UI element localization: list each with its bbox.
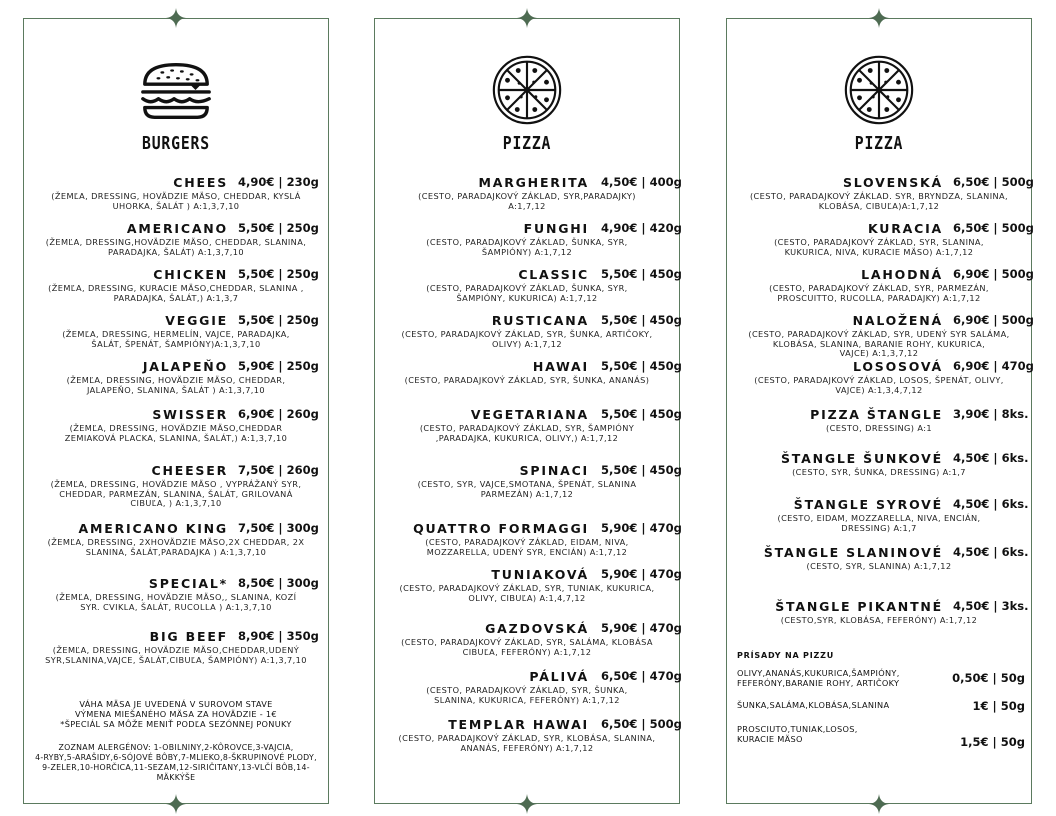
- menu-item-header: [731, 313, 1034, 329]
- item-description: (ŽEMĽA, DRESSING, HOVÄDZIE MÄSO,CHEDDAR ZEMIAKOVÁ PLACKA, SLANINA, ŠALÁT,) A:1,3,7,10: [64, 423, 288, 443]
- menu-item: [379, 463, 682, 499]
- menu-item-header: [379, 669, 682, 685]
- menu-item: [379, 717, 682, 753]
- item-name: AMERICANO KING: [78, 521, 228, 536]
- item-price: 5,50€ | 450g: [601, 313, 682, 327]
- menu-item: [379, 567, 682, 603]
- meat-weight-note: VÁHA MÄSA JE UVEDENÁ V SUROVOM STAVE VÝMENA MIEŠANÉHO MÄSA ZA HOVÄDZIE - 1€ *ŠPECIÁL SA MÔŽE MENIŤ PODĽA SEZÓNNEJ PONUKY: [60, 699, 292, 729]
- menu-item: [731, 497, 1027, 533]
- item-name: PÁLIVÁ: [529, 669, 589, 684]
- item-name: LAHODNÁ: [861, 267, 943, 282]
- allergen-list: ZOZNAM ALERGÉNOV: 1-OBILNINY,2-KÔROVCE,3-VAJCIA, 4-RYBY,5-ARAŠIDY,6-SÓJOVÉ BÔBY,7-MLIEKO,8-ŠKRUPINOVÉ PLODY, 9-ZELER,10-HORČICA,11-SEZAM,12-SIRIČITANY,13-VLČÍ BÔB,14-MÄKKÝŠE: [35, 743, 317, 782]
- menu-item: [379, 313, 682, 349]
- item-price: 5,50€ | 250g: [238, 221, 319, 235]
- item-name: BIG BEEF: [149, 629, 228, 644]
- item-price: 6,50€ | 470g: [601, 669, 682, 683]
- item-description: (ŽEMĽA, DRESSING, 2XHOVÄDZIE MÄSO,2X CHEDDAR, 2X SLANINA, ŠALÁT,PARADAJKA ) A:1,3,7,10: [47, 537, 305, 557]
- item-price: 7,50€ | 260g: [238, 463, 319, 477]
- menu-item-header: [731, 221, 1034, 237]
- item-name: ŠTANGLE SYROVÉ: [793, 497, 943, 512]
- item-price: 5,50€ | 250g: [238, 267, 319, 281]
- item-description: (CESTO, PARADAJKOVÝ ZÁKLAD, SYR, ŠUNKA, ARTIČOKY, OLIVY) A:1,7,12: [401, 329, 653, 349]
- menu-item: [28, 629, 324, 665]
- menu-item-header: [28, 407, 324, 423]
- item-name: KURACIA: [867, 221, 943, 236]
- item-description: (CESTO, PARADAJKOVÝ ZÁKLAD, ŠUNKA, SYR, ŠAMPIÓNY, KUKURICA) A:1,7,12: [426, 283, 628, 303]
- item-description: (ŽEMĽA, DRESSING, HOVÄDZIE MÄSO,CHEDDAR,UDENÝ SYR,SLANINA,VAJCE, ŠALÁT,CIBUĽA, ŠAMPIÓNY) A:1,3,7,10: [45, 645, 307, 665]
- menu-item-header: [731, 599, 1027, 615]
- item-price: 4,50€ | 400g: [601, 175, 682, 189]
- pizza-icon: [488, 51, 566, 129]
- item-price: 5,50€ | 450g: [601, 359, 682, 373]
- item-name: ŠTANGLE PIKANTNÉ: [775, 599, 943, 614]
- menu-item-header: [28, 576, 324, 592]
- menu-item-header: [28, 267, 324, 283]
- item-name: ŠTANGLE SLANINOVÉ: [763, 545, 943, 560]
- item-price: 4,50€ | 6ks.: [953, 497, 1029, 511]
- extra-price: 0,50€ | 50g: [952, 671, 1025, 685]
- extra-text: PROSCIUTO,TUNIAK,LOSOS, KURACIE MÄSO: [737, 724, 858, 744]
- extra-text: OLIVY,ANANÁS,KUKURICA,ŠAMPIÓNY, FEFERÓNY,BARANIE ROHY, ARTIČOKY: [737, 668, 900, 688]
- menu-item: [28, 267, 324, 303]
- item-name: CHEES: [173, 175, 228, 190]
- item-name: SPECIAL*: [148, 576, 228, 591]
- diamond-ornament-icon: [166, 794, 186, 814]
- item-price: 4,50€ | 6ks.: [953, 451, 1029, 465]
- item-name: CHEESER: [151, 463, 228, 478]
- item-price: 5,90€ | 470g: [601, 521, 682, 535]
- item-name: SLOVENSKÁ: [842, 175, 943, 190]
- item-price: 5,50€ | 450g: [601, 463, 682, 477]
- item-description: (CESTO, SYR, SLANINA) A:1,7,12: [806, 561, 952, 571]
- item-price: 4,50€ | 6ks.: [953, 545, 1029, 559]
- menu-item: [731, 407, 1027, 434]
- item-description: (CESTO, PARADAJKOVÝ ZÁKLAD, SYR, KLOBÁSA, SLANINA, ANANÁS, FEFERÓNY) A:1,7,12: [398, 733, 656, 753]
- item-name: NALOŽENÁ: [852, 313, 943, 328]
- menu-item: [731, 313, 1034, 359]
- diamond-ornament-icon: [517, 8, 537, 28]
- extra-price: 1€ | 50g: [972, 699, 1025, 713]
- pizza-icon: [840, 51, 918, 129]
- item-description: (CESTO, SYR, ŠUNKA, DRESSING) A:1,7: [792, 467, 966, 477]
- item-description: (CESTO, PARADAJKOVÝ ZÁKLAD, SYR, UDENÝ SYR SALÁMA, KLOBÁSA, SLANINA, BARANIE ROHY, KUKURICA, VAJCE) A:1,3,7,12: [748, 329, 1010, 358]
- menu-item: [731, 545, 1027, 572]
- extras-title: PRÍSADY NA PIZZU: [737, 651, 834, 660]
- item-price: 5,50€ | 450g: [601, 407, 682, 421]
- menu-item-header: [379, 221, 682, 237]
- item-description: (CESTO, EIDAM, MOZZARELLA, NIVA, ENCIÁN, DRESSING) A:1,7: [777, 513, 981, 533]
- pizza-panel-1: [374, 18, 680, 804]
- menu-item-header: [379, 359, 682, 375]
- burgers-panel: [23, 18, 329, 804]
- item-description: (CESTO,SYR, KLOBÁSA, FEFERÓNY) A:1,7,12: [780, 615, 978, 625]
- item-price: 6,90€ | 500g: [953, 267, 1034, 281]
- item-description: (CESTO, SYR, VAJCE,SMOTANA, ŠPENÁT, SLANINA PARMEZÁN) A:1,7,12: [417, 479, 637, 499]
- item-price: 6,50€ | 500g: [601, 717, 682, 731]
- item-description: (CESTO, PARADAJKOVÝ ZÁKLAD, ŠUNKA, SYR, ŠAMPIÓNY) A:1,7,12: [426, 237, 628, 257]
- item-price: 5,90€ | 250g: [238, 359, 319, 373]
- item-price: 6,90€ | 500g: [953, 313, 1034, 327]
- item-description: (CESTO, PARADAJKOVÝ ZÁKLAD, SYR, ŠUNKA, SLANINA, KUKURICA, FEFERÓNY) A:1,7,12: [426, 685, 628, 705]
- item-name: AMERICANO: [126, 221, 228, 236]
- item-name: RUSTICANA: [491, 313, 589, 328]
- menu-item-header: [379, 521, 682, 537]
- item-name: JALAPEŇO: [142, 359, 228, 374]
- menu-item-header: [379, 407, 682, 423]
- item-description: (CESTO, PARADAJKOVÝ ZÁKLAD, SYR, PARMEZÁN, PROSCUITTO, RUCOLLA, PARADAJKY) A:1,7,12: [769, 283, 989, 303]
- item-name: FUNGHI: [523, 221, 589, 236]
- menu-item-header: [731, 359, 1034, 375]
- burger-icon: [137, 51, 215, 129]
- menu-item: [731, 599, 1027, 626]
- item-description: (ŽEMĽA, DRESSING, HOVÄDZIE MÄSO, CHEDDAR, KYSLÁ UHORKA, ŠALÁT ) A:1,3,7,10: [51, 191, 301, 211]
- menu-item-header: [28, 359, 324, 375]
- item-price: 8,50€ | 300g: [238, 576, 319, 590]
- item-description: (CESTO, PARADAJKOVÝ ZÁKLAD, SYR, SLANINA, KUKURICA, NIVA, KURACIE MÄSO) A:1,7,12: [774, 237, 984, 257]
- item-price: 5,90€ | 470g: [601, 621, 682, 635]
- menu-item-header: [379, 313, 682, 329]
- menu-item-header: [28, 629, 324, 645]
- menu-item-header: [731, 497, 1027, 513]
- item-name: CHICKEN: [153, 267, 228, 282]
- item-price: 7,50€ | 300g: [238, 521, 319, 535]
- menu-item-header: [731, 451, 1027, 467]
- item-price: 5,50€ | 250g: [238, 313, 319, 327]
- menu-item: [28, 463, 324, 509]
- menu-item: [28, 359, 324, 395]
- item-price: 6,90€ | 470g: [953, 359, 1034, 373]
- menu-item: [28, 175, 324, 211]
- menu-item: [731, 267, 1034, 303]
- item-price: 8,90€ | 350g: [238, 629, 319, 643]
- item-description: (ŽEMĽA, DRESSING, HERMELÍN, VAJCE, PARADAJKA, ŠALÁT, ŠPENÁT, ŠAMPIÓNY)A:1,3,7,10: [62, 329, 290, 349]
- section-title: BURGERS: [142, 133, 210, 154]
- item-name: VEGETARIANA: [470, 407, 589, 422]
- menu-item: [379, 267, 682, 303]
- menu-item: [379, 621, 682, 657]
- menu-item-header: [731, 267, 1034, 283]
- section-title: PIZZA: [502, 133, 552, 154]
- item-price: 4,90€ | 420g: [601, 221, 682, 235]
- item-description: (CESTO, DRESSING) A:1: [826, 423, 932, 433]
- menu-item: [28, 407, 324, 443]
- item-name: TEMPLAR HAWAI: [448, 717, 589, 732]
- menu-item: [379, 669, 682, 705]
- diamond-ornament-icon: [869, 8, 889, 28]
- menu-item: [379, 359, 682, 386]
- menu-item-header: [379, 267, 682, 283]
- item-price: 6,50€ | 500g: [953, 221, 1034, 235]
- item-price: 4,90€ | 230g: [238, 175, 319, 189]
- item-description: (CESTO, PARADAJKOVÝ ZÁKLAD, SYR,PARADAJKY) A:1,7,12: [418, 191, 636, 211]
- item-name: TUNIAKOVÁ: [491, 567, 589, 582]
- menu-item: [731, 451, 1027, 478]
- item-name: QUATTRO FORMAGGI: [413, 521, 589, 536]
- item-price: 5,90€ | 470g: [601, 567, 682, 581]
- item-price: 6,50€ | 500g: [953, 175, 1034, 189]
- menu-item: [379, 221, 682, 257]
- item-price: 5,50€ | 450g: [601, 267, 682, 281]
- menu-item: [28, 221, 324, 257]
- item-description: (CESTO, PARADAJKOVÝ ZÁKLAD, SYR, SALÁMA, KLOBÁSA CIBUĽA, FEFERÓNY) A:1,7,12: [401, 637, 653, 657]
- menu-item-header: [28, 463, 324, 479]
- item-description: (CESTO, PARADAJKOVÝ ZÁKLAD, SYR, ŠUNKA, ANANÁS): [404, 375, 650, 385]
- item-name: VEGGIE: [165, 313, 228, 328]
- menu-item-header: [28, 175, 324, 191]
- item-name: PIZZA ŠTANGLE: [810, 407, 943, 422]
- menu-item-header: [731, 175, 1034, 191]
- menu-item: [28, 313, 324, 349]
- item-description: (ŽEMĽA, DRESSING, HOVÄDZIE MÄSO , VYPRÁŽANÝ SYR, CHEDDAR, PARMEZÁN, SLANINA, ŠALÁT, GRILOVANÁ CIBUĽA, ) A:1,3,7,10: [50, 479, 302, 508]
- diamond-ornament-icon: [517, 794, 537, 814]
- extra-price: 1,5€ | 50g: [960, 735, 1025, 749]
- menu-item-header: [379, 621, 682, 637]
- item-name: CLASSIC: [518, 267, 589, 282]
- item-description: (ŽEMĽA, DRESSING, HOVÄDZIE MÄSO,, SLANINA, KOZÍ SYR. CVIKLA, ŠALÁT, RUCOLLA ) A:1,3,7,10: [55, 592, 297, 612]
- diamond-ornament-icon: [869, 794, 889, 814]
- item-description: (CESTO, PARADAJKOVÝ ZÁKLAD, SYR, TUNIAK, KUKURICA, OLIVY, CIBUĽA) A:1,4,7,12: [399, 583, 655, 603]
- item-description: (CESTO, PARADAJKOVÝ ZÁKLAD, EIDAM, NIVA, MOZZARELLA, UDENÝ SYR, ENCIÁN) A:1,7,12: [425, 537, 629, 557]
- extra-text: ŠUNKA,SALÁMA,KLOBÁSA,SLANINA: [737, 700, 890, 710]
- menu-item: [28, 521, 324, 557]
- item-description: (CESTO, PARADAJKOVÝ ZÁKLAD, SYR, ŠAMPIÓNY ,PARADAJKA, KUKURICA, OLIVY,) A:1,7,12: [419, 423, 635, 443]
- item-name: MARGHERITA: [478, 175, 589, 190]
- item-description: (CESTO, PARADAJKOVÝ ZÁKLAD. SYR, BRYNDZA, SLANINA, KLOBÁSA, CIBUĽA)A:1,7,12: [749, 191, 1009, 211]
- item-price: 4,50€ | 3ks.: [953, 599, 1029, 613]
- item-price: 6,90€ | 260g: [238, 407, 319, 421]
- item-name: SPINACI: [519, 463, 589, 478]
- menu-item-header: [28, 221, 324, 237]
- item-name: GAZDOVSKÁ: [485, 621, 589, 636]
- menu-item-header: [379, 717, 682, 733]
- item-description: (ŽEMĽA, DRESSING,HOVÄDZIE MÄSO, CHEDDAR, SLANINA, PARADAJKA, ŠALÁT) A:1,3,7,10: [45, 237, 307, 257]
- menu-item-header: [731, 407, 1027, 423]
- menu-item: [731, 221, 1034, 257]
- item-description: (ŽEMĽA, DRESSING, KURACIE MÄSO,CHEDDAR, SLANINA , PARADAJKA, ŠALÁT,) A:1,3,7: [48, 283, 304, 303]
- menu-item-header: [28, 313, 324, 329]
- menu-item: [379, 175, 682, 211]
- item-description: (ŽEMĽA, DRESSING, HOVÄDZIE MÄSO, CHEDDAR, JALAPEŇO, SLANINA, ŠALÁT ) A:1,3,7,10: [66, 375, 286, 395]
- item-name: LOSOSOVÁ: [853, 359, 943, 374]
- menu-item-header: [731, 545, 1027, 561]
- section-title: PIZZA: [854, 133, 904, 154]
- menu-item: [731, 175, 1034, 211]
- item-name: HAWAI: [532, 359, 589, 374]
- item-name: SWISSER: [152, 407, 228, 422]
- menu-item-header: [379, 175, 682, 191]
- diamond-ornament-icon: [166, 8, 186, 28]
- menu-item-header: [28, 521, 324, 537]
- pizza-panel-2: [726, 18, 1032, 804]
- menu-item: [28, 576, 324, 612]
- menu-item: [379, 407, 682, 443]
- menu-item-header: [379, 567, 682, 583]
- menu-item-header: [379, 463, 682, 479]
- item-name: ŠTANGLE ŠUNKOVÉ: [780, 451, 943, 466]
- menu-item: [731, 359, 1034, 395]
- item-price: 3,90€ | 8ks.: [953, 407, 1029, 421]
- menu-item: [379, 521, 682, 557]
- item-description: (CESTO, PARADAJKOVÝ ZÁKLAD, LOSOS, ŠPENÁT, OLIVY, VAJCE) A:1,3,4,7,12: [754, 375, 1004, 395]
